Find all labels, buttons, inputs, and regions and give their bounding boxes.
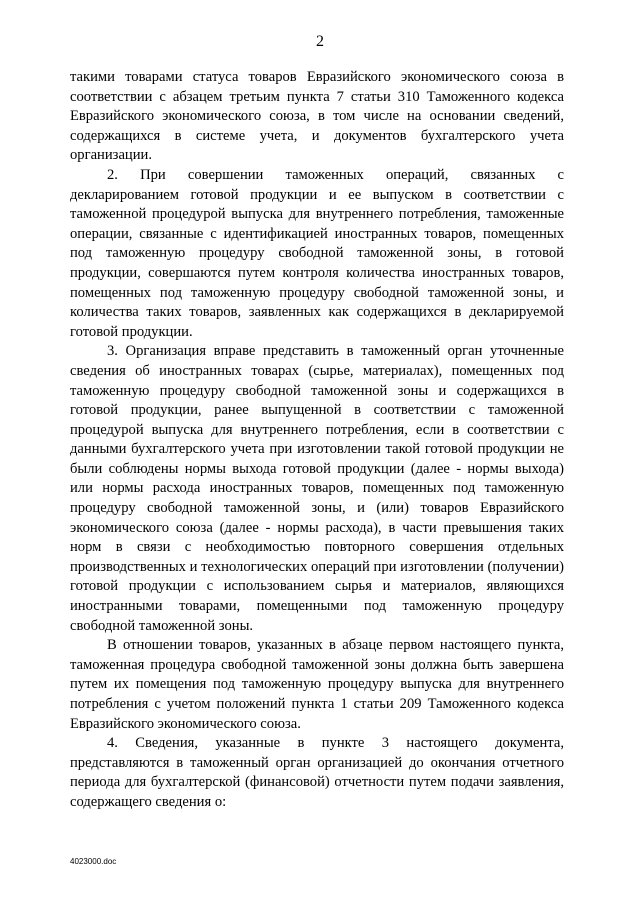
paragraph-item-3-second: В отношении товаров, указанных в абзаце первом настоящего пункта, таможенная процедура свободной таможенной зоны должна быть завершена путем их помещения под таможенную процедуру выпуска для внутреннего потребления с учетом положений пункта 1 статьи 209 Таможенного кодекса Евразийского экономического союза.	[70, 637, 564, 732]
document-body	[70, 68, 564, 813]
paragraph-item-3: 3. Организация вправе представить в таможенный орган уточненные сведения об иностранных товарах (сырье, материалах), помещенных под таможенную процедуру свободной таможенной зоны и содержащихся в готовой продукции, ранее выпущенной в соответствии с таможенной процедурой выпуска для внутреннего потребления, если в соответствии с данными бухгалтерского учета при изготовлении такой готовой продукции не были соблюдены нормы выхода готовой продукции (далее - нормы выхода) или нормы расхода иностранных товаров, помещенных под таможенную процедуру свободной таможенной зоны, и (или) товаров Евразийского экономического союза (далее - нормы расхода), в части превышения таких норм в связи с необходимостью повторного совершения отдельных производственных и технологических операций при изготовлении (получении) готовой продукции с использованием сырья и материалов, являющихся иностранными товарами, помещенными под таможенную процедуру свободной таможенной зоны.	[70, 343, 564, 634]
page-number: 2	[316, 33, 324, 50]
paragraph-item-2: 2. При совершении таможенных операций, связанных с декларированием готовой продукции и ее выпуском в соответствии с таможенной процедурой выпуска для внутреннего потребления, таможенные операции, связанные с идентификацией иностранных товаров, помещенных под таможенную процедуру свободной таможенной зоны, в готовой продукции, совершаются путем контроля количества иностранных товаров, помещенных под таможенную процедуру свободной таможенной зоны, и количества таких товаров, заявленных как содержащихся в декларируемой готовой продукции.	[70, 166, 564, 340]
paragraph-item-4: 4. Сведения, указанные в пункте 3 настоящего документа, представляются в таможенный орган организацией до окончания отчетного периода для бухгалтерской (финансовой) отчетности путем подачи заявления, содержащего сведения о:	[70, 735, 564, 810]
paragraph-continuation: такими товарами статуса товаров Евразийского экономического союза в соответствии с абзацем третьим пункта 7 статьи 310 Таможенного кодекса Евразийского экономического союза, в том числе на основании сведений, содержащихся в системе учета, и документов бухгалтерского учета организации.	[70, 69, 564, 164]
document-filename: 4023000.doc	[70, 857, 117, 866]
